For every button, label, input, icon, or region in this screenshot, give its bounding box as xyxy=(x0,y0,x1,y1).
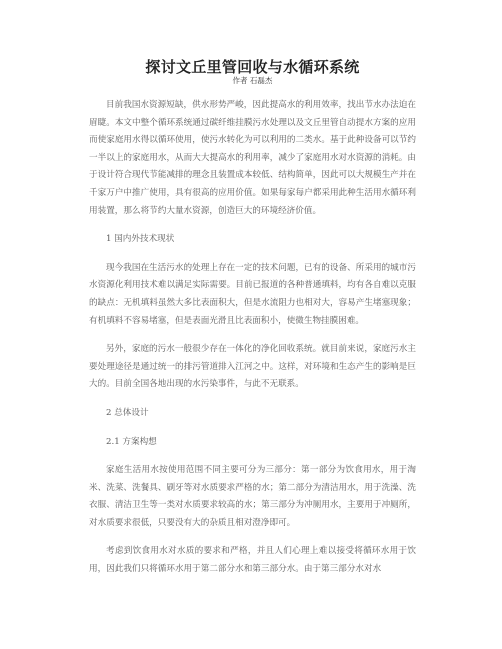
paragraph-abstract: 目前我国水资源短缺，供水形势严峻，因此提高水的利用效率，找出节水办法迫在眉睫。本文中整个循环系统通过碳纤维挂膜污水处理以及文丘里管自动提水方案的应用而使家庭用水得以循环使用，使污水转化为可以利用的二类水。基于此种设备可以节约一半以上的家庭用水，从而大大提高水的利用率，减少了家庭用水对水资源的消耗。由于设计符合现代节能减排的理念且装置成本较低、结构简单，因此可以大规模生产并在千家万户中推广使用，具有很高的应用价值。如果每家每户都采用此种生活用水循环利用装置，那么将节约大量水资源，创造巨大的环境经济价值。 xyxy=(89,100,416,216)
subsection-heading-2-1: 2.1 方案构想 xyxy=(106,436,157,447)
paragraph-tech-status: 现今我国在生活污水的处理上存在一定的技术问题，已有的设备、所采用的城市污水资源化利用技术难以满足实际需要。目前已报道的各种普通填料，均有各自难以克服的缺点：无机填料虽然大多比表面积大，但是水流阻力也相对大，容易产生堵塞现象；有机填料不容易堵塞，但是表面光滑且比表面积小，使微生物挂膜困难。 xyxy=(89,262,416,326)
paragraph-water-usage: 家庭生活用水按使用范围不同主要可分为三部分：第一部分为饮食用水，用于淘米、洗菜、洗餐具、刷牙等对水质要求严格的水；第二部分为清洁用水，用于洗澡、洗衣服、清洁卫生等一类对水质要求较高的水；第三部分为冲厕用水，主要用于冲厕所，对水质要求很低，只要没有大的杂质且相对澄净即可。 xyxy=(89,465,416,528)
section-heading-1: 1 国内外技术现状 xyxy=(106,234,175,245)
document-title: 探讨文丘里管回收与水循环系统 xyxy=(145,58,360,76)
section-heading-2: 2 总体设计 xyxy=(106,407,149,418)
paragraph-household-sewage: 另外，家庭的污水一般很少存在一体化的净化回收系统。就目前来说，家庭污水主要处理途径是通过统一的排污管道排入江河之中。这样，对环境和生态产生的影响是巨大的。目前全国各地出现的水污染事件，与此不无联系。 xyxy=(89,344,416,390)
paragraph-recycling-scope: 考虑到饮食用水对水质的要求和严格，并且人们心理上难以接受将循环水用于饮用，因此我们只将循环水用于第二部分水和第三部分水。由于第三部分水对水 xyxy=(89,546,416,575)
document-author: 作者 石磊杰 xyxy=(232,76,273,85)
